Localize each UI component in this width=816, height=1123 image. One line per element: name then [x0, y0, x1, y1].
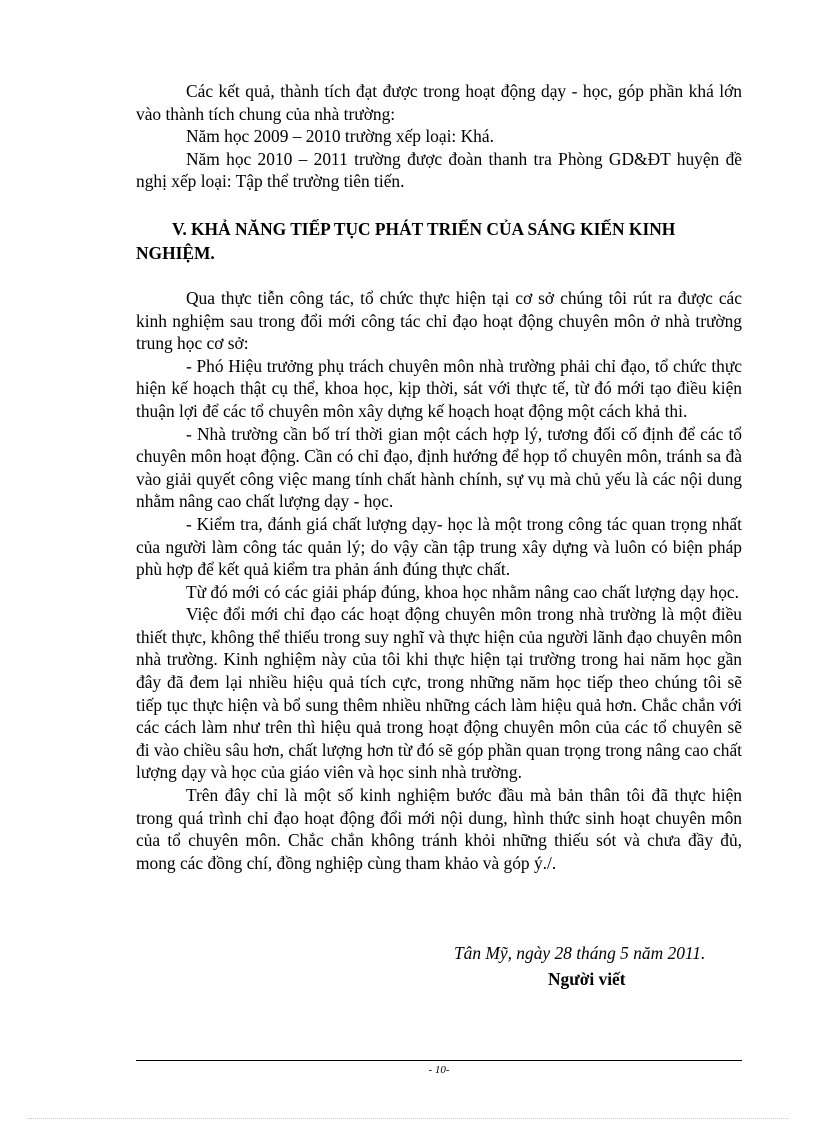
footer-divider [136, 1060, 742, 1061]
paragraph-year-2009: Năm học 2009 – 2010 trường xếp loại: Khá. [186, 126, 494, 147]
paragraph-conclusion: Trên đây chỉ là một số kinh nghiệm bước đầu mà bản thân tôi đã thực hiện trong quá trình chỉ đạo hoạt động đổi mới nội dung, hình thức sinh hoạt chuyên môn của tổ chuyên môn. Chắc chắn không tránh khỏi những thiếu sót và chưa đầy đủ, mong các đồng chí, đồng nghiệp cùng tham khảo và góp ý./. [136, 785, 742, 873]
paragraph-solutions: Từ đó mới có các giải pháp đúng, khoa học nhằm nâng cao chất lượng dạy học. [186, 581, 740, 602]
place-date: Tân Mỹ, ngày 28 tháng 5 năm 2011. [454, 943, 706, 963]
signature-block [136, 940, 742, 992]
paragraph-year-2010: Năm học 2010 – 2011 trường được đoàn thanh tra Phòng GD&ĐT huyện đề nghị xếp loại: Tập thể trường tiên tiến. [136, 148, 742, 192]
document-body [136, 80, 742, 874]
writer-label: Người viết [548, 969, 626, 989]
paragraph-intro: Qua thực tiễn công tác, tổ chức thực hiện tại cơ sở chúng tôi rút ra được các kinh nghiệm sau trong đổi mới công tác chỉ đạo hoạt động chuyên môn ở nhà trường trung học cơ sở: [136, 287, 742, 354]
paragraph-bullet-2: - Nhà trường cần bố trí thời gian một cách hợp lý, tương đối cố định để các tổ chuyên môn hoạt động. Cần có chỉ đạo, định hướng để họp tổ chuyên môn, tránh sa đà vào giải quyết công việc mang tính chất hành chính, sự vụ mà chủ yếu là các nội dung nhằm nâng cao chất lượng dạy - học. [136, 423, 742, 512]
page-number: - 10- [428, 1064, 450, 1076]
page-bottom-border [28, 1118, 788, 1119]
paragraph-bullet-1: - Phó Hiệu trưởng phụ trách chuyên môn nhà trường phải chỉ đạo, tổ chức thực hiện kế hoạch thật cụ thể, khoa học, kịp thời, sát với thực tế, từ đó mới tạo điều kiện thuận lợi để các tổ chuyên môn xây dựng kế hoạch hoạt động một cách khả thi. [136, 355, 742, 421]
paragraph-results: Các kết quả, thành tích đạt được trong hoạt động dạy - học, góp phần khá lớn vào thành tích chung của nhà trường: [136, 81, 742, 124]
section-heading: V. KHẢ NĂNG TIẾP TỤC PHÁT TRIỂN CỦA SÁNG KIẾN KINH NGHIỆM. [136, 218, 676, 263]
paragraph-bullet-3: - Kiểm tra, đánh giá chất lượng dạy- học là một trong công tác quan trọng nhất của người làm công tác quản lý; do vậy cần tập trung xây dựng và luôn có biện pháp phù hợp để kết quả kiểm tra phản ánh đúng thực chất. [136, 513, 742, 580]
paragraph-innovation: Việc đổi mới chỉ đạo các hoạt động chuyên môn trong nhà trường là một điều thiết thực, không thể thiếu trong suy nghĩ và thực hiện của người lãnh đạo chuyên môn nhà trường. Kinh nghiệm này của tôi khi thực hiện tại trường trong hai năm học gần đây đã đem lại nhiều hiệu quả tích cực, trong những năm học tiếp theo chúng tôi sẽ tiếp tục thực hiện và bổ sung thêm nhiều những cách làm hiệu quả hơn. Chắc chắn với các cách làm như trên thì hiệu quả trong hoạt động chuyên môn của các tổ chuyên sẽ đi vào chiều sâu hơn, chất lượng hơn từ đó sẽ góp phần quan trọng trong nâng cao chất lượng dạy và học của giáo viên và học sinh nhà trường. [136, 604, 742, 783]
